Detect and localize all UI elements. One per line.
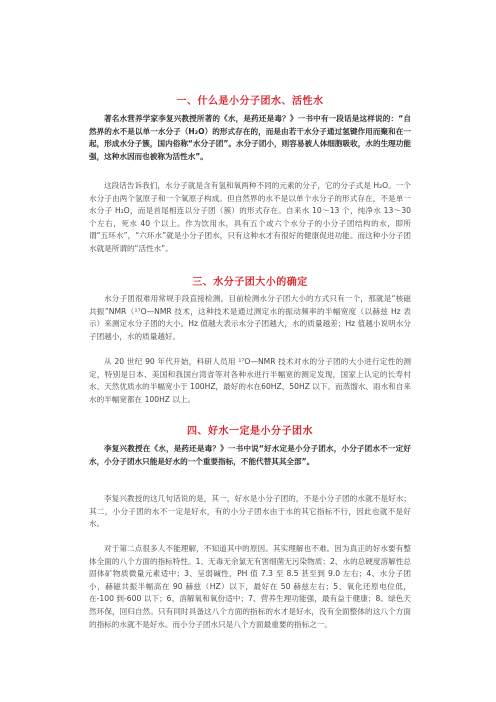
section-1-paragraph-2: 这段话告诉我们，水分子就是含有氢和氧两种不同的元素的分子，它的分子式是 H₂O。一个水分子由两个氢原子和一个氧原子构成。但自然界的水不是以单个水分子的形式存在，不是单一水分子 H₂O，而是首尾相连以分子团（簇）的形式存在。自来水 10～13 个，纯净水 13～30 个左右，死水 40 个以上。作为饮用水，具有五个或六个水分子的小分子团结构的水，即所谓“五环水”，“六环水”就是小分子团水，只有这种水才有很好的健康促进功能。而这种小分子团水就是所谓的“活性水”。	[89, 181, 411, 253]
section-3-paragraph-2: 从 20 世纪 90 年代开始，科研人员用 ¹⁷O—NMR 技术对水的分子团的大小进行定性的测定，特别是日本、美国和我国台湾省等对各种水进行半幅宽的测定发现，国家上认定的长寿村水、天然优质水的半幅宽小于 100HZ，最好的水在60HZ、50HZ 以下。而蒸馏水、雨水和自来水的半幅宽都在 100HZ 以上。	[89, 357, 411, 404]
section-1-title: 一、什么是小分子团水、活性水	[176, 96, 324, 107]
section-4-paragraph-1: 李复兴教授在《水，是药还是毒？》一书中说“好水定是小分子团水，小分子团水不一定好水，小分子团水只能是好水的一个重要指标，不能代替其其全部”。	[89, 444, 411, 466]
section-4-title: 四、好水一定是小分子团水	[187, 426, 313, 437]
section-1-paragraph-1: 著名水营养学家李复兴教授所著的《水，是药还是毒？》一书中有一段话是这样说的：“自然界的水不是以单一水分子（H₂O）的形式存在的，而是由若干水分子通过氢键作用而聚和在一起，形成水分子簇，国内俗称“水分子团”。水分子团小，则容易被人体细胞吸收，水的生理功能强，这种水因而也被称为活性水”。	[89, 114, 411, 161]
section-4-paragraph-3: 对于第二点很多人不能理解，不知道其中的原因。其实理解也不难。因为真正的好水要有整体全面的八个方面的指标特性。1、无毒无余氯无有害细菌无污染物质；2、水的总硬度溶解性总固体矿物质微量元素适中；3、呈弱碱性，PH 值 7.3 至 8.5 甚至到 9.0 左右；4、水分子团小，赫磁共振半幅高在 90 赫兹（HZ）以下，最好在 50 赫兹左右；5、氧化还原电位低，在-100 到-600 以下；6、溶解氧和氧份适中；7、营养生理功能强，最有益于健康；8、绿色天然环保，回归自然。只有同时具备这八个方面的指标的水才是好水，没有全面整体的这八个方面的指标的水就不是好水。而小分子团水只是八个方面最重要的指标之一。	[89, 544, 411, 629]
section-4-paragraph-2: 李复兴教授的这几句话说的是，其一，好水是小分子团的，不是小分子团的水就不是好水；其二，小分子团的水不一定是好水，有的小分子团水由于水的其它指标不行，因此也就不是好水。	[89, 494, 411, 529]
section-3-paragraph-1: 水分子团很难用常规手段直接检测。目前检测水分子团大小的方式只有一个，那就是“核磁共振”NMR（¹⁷O—NMR 技术，这种技术是通过测定水的振动频率的半幅宽度（以赫兹 Hz 表示）来测定水分子团的大小。Hz 值越大表示水分子团越大，水的质量越差；Hz 值越小说明水分子团越小，水的质量越好。	[89, 294, 411, 341]
section-3-title: 三、水分子团大小的确定	[192, 277, 308, 288]
